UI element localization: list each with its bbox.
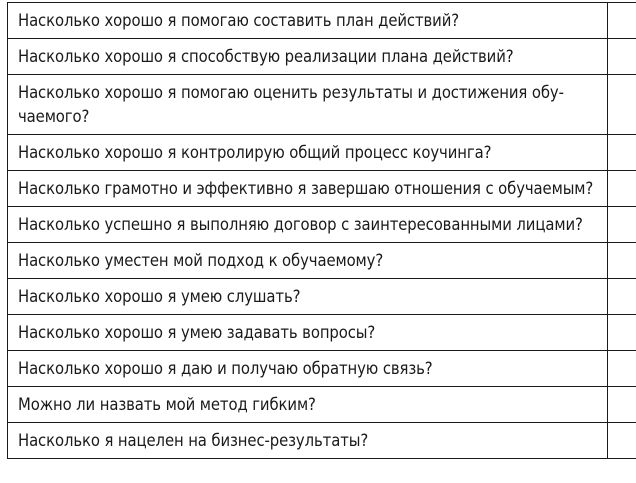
answer-cell[interactable] bbox=[608, 423, 636, 459]
question-text: Насколько хорошо я помогаю составить план действий? bbox=[8, 3, 608, 39]
answer-cell[interactable] bbox=[608, 3, 636, 39]
answer-cell[interactable] bbox=[608, 351, 636, 387]
table-row bbox=[8, 243, 636, 279]
question-text-line: чаемого? bbox=[18, 107, 90, 126]
answer-cell[interactable] bbox=[608, 315, 636, 351]
table-row bbox=[8, 351, 636, 387]
table-row bbox=[8, 39, 636, 75]
answer-cell[interactable] bbox=[608, 207, 636, 243]
answer-cell[interactable] bbox=[608, 75, 636, 135]
table-row bbox=[8, 135, 636, 171]
question-text: Можно ли назвать мой метод гибким? bbox=[8, 387, 608, 423]
question-text: Насколько грамотно и эффективно я завершаю отношения с обучаемым? bbox=[8, 171, 608, 207]
answer-cell[interactable] bbox=[608, 279, 636, 315]
answer-cell[interactable] bbox=[608, 135, 636, 171]
table-row bbox=[8, 3, 636, 39]
question-text: Насколько хорошо я даю и получаю обратную связь? bbox=[8, 351, 608, 387]
questions-table bbox=[7, 2, 636, 459]
table-row bbox=[8, 279, 636, 315]
answer-cell[interactable] bbox=[608, 387, 636, 423]
table-row bbox=[8, 207, 636, 243]
question-text: Насколько хорошо я способствую реализации плана действий? bbox=[8, 39, 608, 75]
question-text: Насколько хорошо я умею слушать? bbox=[8, 279, 608, 315]
question-text: Насколько хорошо я контролирую общий процесс коучинга? bbox=[8, 135, 608, 171]
answer-cell[interactable] bbox=[608, 243, 636, 279]
coaching-self-assessment-checklist bbox=[7, 2, 632, 459]
question-text: Насколько успешно я выполняю договор с заинтересованными лицами? bbox=[8, 207, 608, 243]
question-text: Насколько хорошо я умею задавать вопросы? bbox=[8, 315, 608, 351]
table-row bbox=[8, 387, 636, 423]
table-row bbox=[8, 315, 636, 351]
question-text: Насколько я нацелен на бизнес-результаты? bbox=[8, 423, 608, 459]
answer-cell[interactable] bbox=[608, 171, 636, 207]
question-text-line: Насколько хорошо я помогаю оценить результаты и достижения обу- bbox=[18, 83, 564, 102]
question-text bbox=[8, 75, 608, 135]
table-row bbox=[8, 75, 636, 135]
table-row bbox=[8, 171, 636, 207]
answer-cell[interactable] bbox=[608, 39, 636, 75]
question-text: Насколько уместен мой подход к обучаемому? bbox=[8, 243, 608, 279]
table-row bbox=[8, 423, 636, 459]
